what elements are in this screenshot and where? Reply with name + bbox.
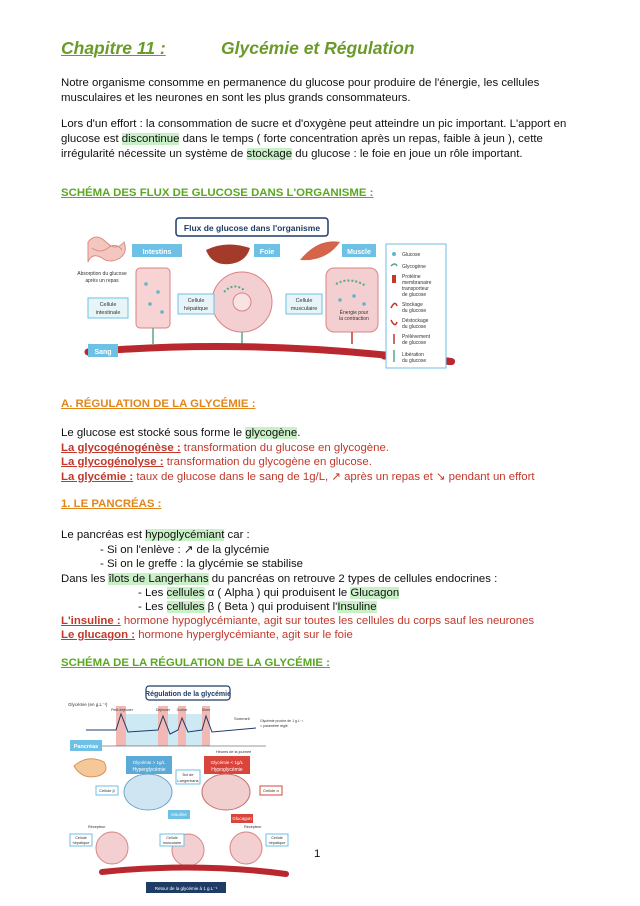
svg-text:Prélèvement: Prélèvement (402, 334, 431, 340)
svg-text:Hypoglycémie: Hypoglycémie (211, 767, 243, 773)
page-number: 1 (314, 848, 321, 860)
definition-glycogenogenese: La glycogénogénèse : transformation du glucose en glycogène. (61, 442, 389, 454)
pancreas-alpha-cells: - Les cellules α ( Alpha ) qui produisent le Glucagon (138, 587, 400, 599)
svg-text:du glucose: du glucose (402, 324, 427, 330)
svg-text:Goûter: Goûter (176, 708, 188, 712)
legend-glucose: Glucose (402, 252, 421, 258)
chapter-label: Chapitre 11 : (61, 38, 166, 58)
svg-text:Glycémie proche de 1 g.L⁻¹: Glycémie proche de 1 g.L⁻¹ (260, 719, 303, 723)
section-heading-pancreas: 1. LE PANCRÉAS : (61, 498, 162, 510)
regulation-line-1: Le glucose est stocké sous forme le glycogène. (61, 427, 301, 439)
cell-intestinal-2: intestinale (95, 310, 121, 316)
svg-text:Petit-déjeuner: Petit-déjeuner (111, 708, 133, 712)
svg-text:Insuline: Insuline (171, 812, 187, 817)
svg-text:= paramètre réglé: = paramètre réglé (260, 724, 288, 728)
cell-intestinal-1: Cellule (99, 302, 117, 308)
svg-text:Langerhans: Langerhans (177, 778, 199, 783)
svg-text:Glycémie > 1g/L: Glycémie > 1g/L (132, 760, 166, 765)
chapter-topic: Glycémie et Régulation (221, 38, 415, 58)
section-heading-flux: SCHÉMA DES FLUX DE GLUCOSE DANS L'ORGANISME : (61, 187, 374, 199)
svg-text:de glucose: de glucose (402, 340, 427, 346)
svg-text:membranaire: membranaire (402, 280, 432, 286)
svg-text:Libération: Libération (402, 352, 424, 358)
svg-text:Glycémie < 1g/L: Glycémie < 1g/L (210, 760, 244, 765)
definition-glucagon: Le glucagon : hormone hyperglycémiante, agit sur le foie (61, 629, 353, 641)
organ-intestins: Intestins (142, 249, 172, 256)
figure2-pancreas: Pancréas (73, 744, 99, 750)
figure2-axis-y: Glycémie (en g.L⁻¹) (68, 702, 108, 707)
svg-text:Cellule α: Cellule α (263, 788, 279, 793)
figure1-title: Flux de glucose dans l'organisme (183, 223, 321, 233)
svg-text:musculaire: musculaire (162, 841, 182, 845)
energy-label-1: Énergie pour (339, 310, 369, 316)
highlight: discontinue (121, 133, 180, 145)
cell-muscular-1: Cellule (295, 298, 313, 304)
svg-text:de glucose: de glucose (402, 292, 427, 298)
svg-text:Heures de la journée: Heures de la journée (216, 750, 252, 754)
pancreas-bullet-2: - Si on le greffe : la glycémie se stabilise (100, 558, 304, 570)
definition-glycogenolyse: La glycogénolyse : transformation du glycogène en glucose. (61, 456, 372, 468)
definition-insuline: L'insuline : hormone hypoglycémiante, agit sur toutes les cellules du corps sauf les neurones (61, 615, 535, 627)
svg-text:Déstockage: Déstockage (402, 318, 429, 324)
pancreas-bullet-1: - Si on l'enlève : ↗ de la glycémie (100, 544, 270, 556)
absorption-label-2: après un repas (85, 278, 119, 284)
pancreas-line-1: Le pancréas est hypoglycémiant car : (61, 529, 250, 541)
svg-text:Dîner: Dîner (201, 708, 211, 712)
section-heading-regulation: A. RÉGULATION DE LA GLYCÉMIE : (61, 398, 256, 410)
svg-text:Hyperglycémie: Hyperglycémie (132, 767, 166, 773)
svg-text:du glucose: du glucose (402, 358, 427, 364)
cell-hepatic-1: Cellule (187, 298, 205, 304)
intro-paragraph-2: Lors d'un effort : la consommation de sucre et d'oxygène peut atteindre un pic important. L'apport en glucose est discontinue dans le temps ( forte concentration après un repas, faible à jeun ), cette irrégularité nécessite un système de stockage du glucose : le foie en joue un rôle important. (61, 118, 567, 160)
svg-text:Cellule: Cellule (166, 836, 178, 840)
svg-text:Sommeil: Sommeil (234, 716, 250, 721)
svg-text:Cellule β: Cellule β (99, 788, 115, 793)
svg-text:Déjeuner: Déjeuner (155, 708, 171, 712)
legend-glycogene: Glycogène (402, 264, 426, 270)
svg-text:Cellule: Cellule (75, 836, 87, 840)
svg-text:Stockage: Stockage (402, 302, 423, 308)
cell-hepatic-2: hépatique (183, 306, 209, 312)
pancreas-beta-cells: - Les cellules β ( Beta ) qui produisent l'Insuline (138, 601, 377, 613)
glucose-flux-figure (74, 212, 564, 372)
svg-text:du glucose: du glucose (402, 308, 427, 314)
svg-text:Îlot de: Îlot de (182, 772, 194, 777)
section-heading-regulation-schema: SCHÉMA DE LA RÉGULATION DE LA GLYCÉMIE : (61, 657, 330, 669)
svg-text:Récepteur: Récepteur (88, 825, 106, 829)
glycemia-regulation-figure (66, 684, 316, 896)
intro-paragraph-1: Notre organisme consomme en permanence du glucose pour produire de l'énergie, les cellules musculaires et les neurones en sont les plus grands consommateurs. (61, 77, 540, 104)
definition-glycemie: La glycémie : taux de glucose dans le sang de 1g/L, ↗ après un repas et ↘ pendant un effort (61, 471, 535, 483)
absorption-label-1: Absorption du glucose (77, 271, 127, 277)
svg-text:Cellule: Cellule (271, 836, 283, 840)
organ-foie: Foie (259, 249, 275, 256)
pancreas-line-2: Dans les îlots de Langerhans du pancréas on retrouve 2 types de cellules endocrines : (61, 573, 498, 585)
svg-text:transporteur: transporteur (402, 286, 429, 292)
svg-text:Protéine: Protéine (402, 274, 421, 280)
svg-text:Récepteur: Récepteur (244, 825, 262, 829)
organ-muscle: Muscle (347, 249, 371, 256)
cell-muscular-2: musculaire (290, 306, 318, 312)
svg-text:Glucagon: Glucagon (232, 816, 252, 821)
figure1-legend (386, 244, 446, 368)
energy-label-2: la contraction (339, 316, 369, 322)
highlight: stockage (246, 148, 293, 160)
blood-label: Sang (94, 349, 112, 356)
svg-text:hépatique: hépatique (72, 841, 90, 845)
page-title (61, 38, 415, 59)
svg-text:Retour de la glycémie à 1 g.L⁻: Retour de la glycémie à 1 g.L⁻¹ (154, 886, 218, 891)
svg-text:hépatique: hépatique (268, 841, 286, 845)
figure2-title: Régulation de la glycémie (145, 691, 231, 698)
